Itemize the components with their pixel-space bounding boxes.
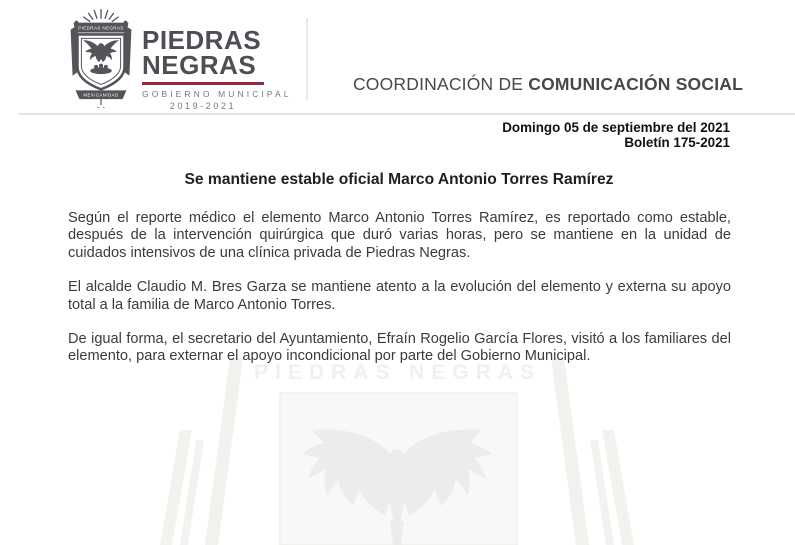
logo-subtitle: GOBIERNO MUNICIPAL — [142, 89, 292, 99]
department-title-regular: COORDINACIÓN DE — [352, 74, 529, 94]
article-paragraph: Según el reporte médico el elemento Marco Antonio Torres Ramírez, es reportado como estable, después de la intervención quirúrgica que duró varias horas, pero se mantiene en la unidad de cuidados intensivos de una clínica privada de Piedras Negras. — [68, 210, 731, 261]
dateline — [502, 120, 730, 150]
logo-period: 2019-2021 — [169, 101, 237, 111]
article-paragraph: El alcalde Claudio M. Bres Garza se mantiene atento a la evolución del elemento y externa su apoyo total a la familia de Marco Antonio Torres. — [68, 279, 731, 313]
department-title — [353, 74, 743, 95]
crest-banner-label: PIEDRAS NEGRAS — [78, 25, 124, 31]
article-title: Se mantiene estable oficial Marco Antonio Torres Ramírez — [184, 171, 614, 188]
article-paragraph: De igual forma, el secretario del Ayuntamiento, Efraín Rogelio García Flores, visitó a los familiares del elemento, para externar el apoyo incondicional por parte del Gobierno Municipal. — [68, 331, 731, 365]
logo-name-line1: PIEDRAS — [142, 25, 262, 55]
accent-divider — [142, 82, 264, 85]
coat-of-arms-logo — [62, 6, 140, 108]
bulletin-number: Boletín 175-2021 — [624, 135, 730, 150]
watermark-wordmark: PIEDRAS NEGRAS — [253, 361, 542, 384]
crest-ribbon-label: MEXICANIDAD — [83, 92, 119, 98]
header-rule — [18, 113, 795, 115]
department-title-bold: COMUNICACIÓN SOCIAL — [528, 74, 743, 94]
logo-wordmark — [142, 25, 292, 111]
logo-name-line2: NEGRAS — [142, 50, 257, 80]
header-vertical-divider — [306, 18, 308, 100]
date-text: Domingo 05 de septiembre del 2021 — [502, 120, 730, 135]
